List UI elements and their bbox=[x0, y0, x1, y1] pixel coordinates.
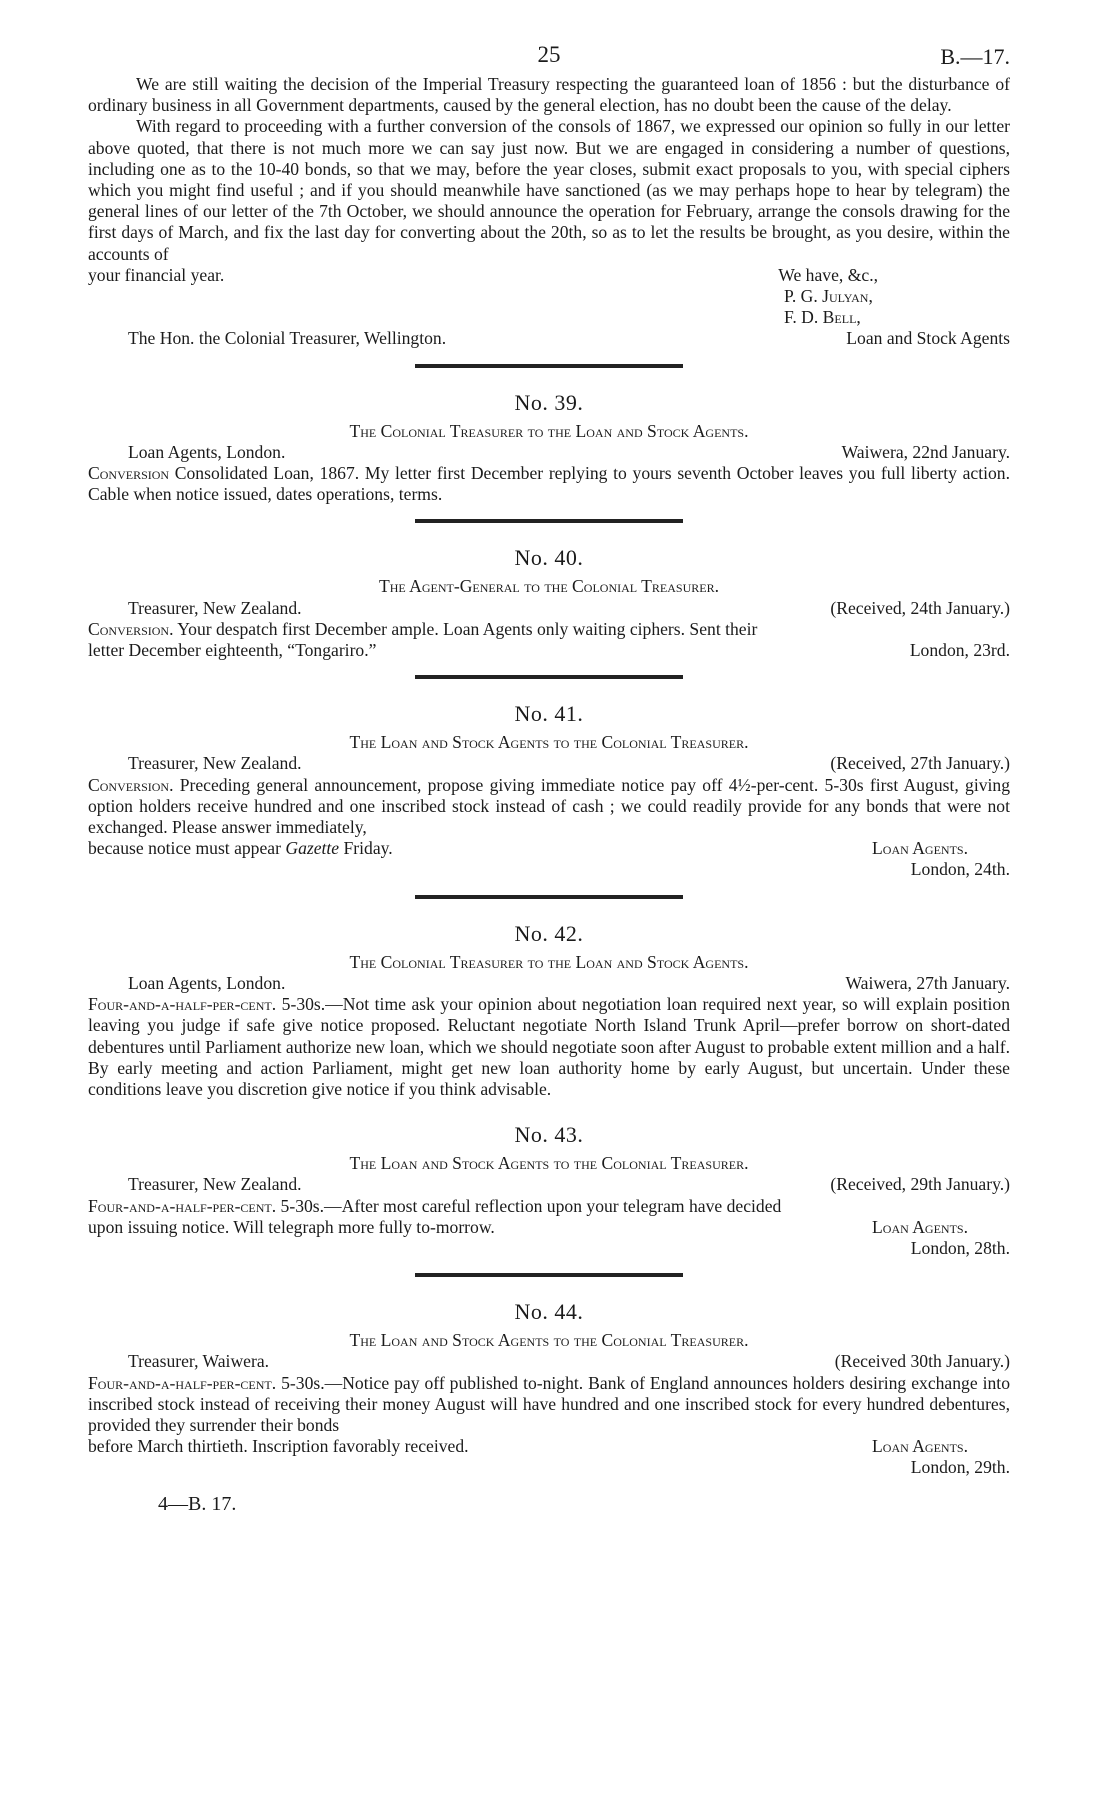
message-place: London, 24th. bbox=[910, 859, 1010, 880]
addressee: The Hon. the Colonial Treasurer, Wellington. bbox=[128, 328, 447, 349]
signer-role: Loan and Stock Agents bbox=[846, 328, 1010, 349]
addressee-line bbox=[88, 328, 1010, 349]
message-lead: Four-and-a-half-per-cent. bbox=[88, 994, 277, 1015]
text-before-gazette: because notice must appear bbox=[88, 838, 286, 859]
closing-line-left: your financial year. bbox=[88, 264, 225, 285]
address-left: Treasurer, New Zealand. bbox=[128, 597, 302, 618]
message-subtitle: The Colonial Treasurer to the Loan and Stock Agents. bbox=[349, 951, 749, 972]
message-title: No. 42. bbox=[514, 920, 584, 946]
message-lead: Conversion. bbox=[88, 774, 174, 795]
message-lead: Conversion. bbox=[88, 618, 174, 639]
address-left: Loan Agents, London. bbox=[128, 972, 286, 993]
message-title: No. 39. bbox=[514, 389, 584, 415]
address-right: Waiwera, 27th January. bbox=[845, 972, 1010, 993]
opening-paragraph-2: With regard to proceeding with a further conversion of the consols of 1867, we expressed our opinion so fully in our letter above quoted, that there is not much more we can say just now. But we are engaged in considering a number of questions, including one as to the 10-40 bonds, so that we may, before the year closes, submit exact proposals to you, with special ciphers which you might find useful ; and if you should meanwhile have sanctioned (as we may perhaps hope to hear by telegram) the general lines of our letter of the 7th October, we should announce the operation for February, arrange the consols drawing for the first days of March, and fix the last day for converting about the 20th, so as to let the results be brought, as you desire, within the accounts of bbox=[88, 116, 1010, 264]
message-text: Preceding general announcement, propose giving immediate notice pay off 4½-per-cent. 5-30s first August, giving option holders receive hundred and one inscribed stock instead of cash ; we could readily provide for any bonds that were not exchanged. Please answer immediately, bbox=[88, 774, 1010, 838]
message-text: 5-30s.—After most careful reflection upon your telegram have decided bbox=[276, 1195, 782, 1216]
message-text: 5-30s.—Notice pay off published to-night. Bank of England announces holders desiring exchange into inscribed stock instead of receiving their money August will have hundred and one inscribed stock for every hundred debentures, provided they surrender their bonds bbox=[88, 1372, 1010, 1435]
message-lead: Four-and-a-half-per-cent. bbox=[88, 1372, 277, 1393]
message-body bbox=[88, 1373, 1010, 1437]
message-address bbox=[88, 1351, 1010, 1372]
page-header bbox=[88, 38, 1010, 74]
address-right: (Received, 24th January.) bbox=[830, 597, 1010, 618]
message-subtitle: The Colonial Treasurer to the Loan and Stock Agents. bbox=[349, 420, 749, 441]
message-text: 5-30s.—Not time ask your opinion about negotiation loan required next year, so will explain position leaving you judge if safe give notice proposed. Reluctant negotiate North Island Trunk April—prefer borrow on short-dated debentures until Parliament authorize new loan, which we should negotiate soon after August to probable extent million and a half. By early meeting and action Parliament, might get new loan authority home by early August, but uncertain. Under these conditions leave you discretion give notice if you think advisable. bbox=[88, 994, 1010, 1099]
address-right: (Received 30th January.) bbox=[834, 1351, 1010, 1372]
section-divider bbox=[415, 895, 683, 899]
closing-salutation: We have, &c., bbox=[778, 264, 878, 285]
message-place: London, 29th. bbox=[910, 1457, 1010, 1478]
section-divider bbox=[415, 675, 683, 679]
section-divider bbox=[415, 519, 683, 523]
section-divider bbox=[415, 364, 683, 368]
signer-bell: F. D. Bell, bbox=[784, 307, 861, 328]
message-title: No. 43. bbox=[514, 1122, 584, 1148]
message-lead: Four-and-a-half-per-cent. bbox=[88, 1195, 277, 1216]
document-reference: B.—17. bbox=[940, 44, 1010, 69]
message-44 bbox=[88, 1299, 1010, 1478]
message-signature: Loan Agents. bbox=[872, 838, 968, 859]
address-left: Treasurer, New Zealand. bbox=[128, 753, 302, 774]
message-title: No. 44. bbox=[514, 1299, 584, 1325]
message-address bbox=[88, 973, 1010, 994]
message-text-end: before March thirtieth. Inscription favorably received. bbox=[88, 1436, 469, 1457]
message-42 bbox=[88, 921, 1010, 1100]
message-43 bbox=[88, 1122, 1010, 1259]
document-page bbox=[88, 38, 1010, 1516]
message-last-line bbox=[88, 838, 1010, 859]
message-last-line bbox=[88, 1436, 1010, 1457]
page-number: 25 bbox=[537, 42, 561, 67]
address-right: (Received, 27th January.) bbox=[830, 753, 1010, 774]
message-address bbox=[88, 1174, 1010, 1195]
message-body bbox=[88, 1196, 1010, 1217]
closing-line bbox=[88, 265, 1010, 286]
message-text-end: letter December eighteenth, “Tongariro.” bbox=[88, 640, 377, 661]
message-text: Consolidated Loan, 1867. My letter first December replying to yours seventh October leaves you full liberty action. Cable when notice issued, dates operations, terms. bbox=[88, 463, 1010, 505]
message-text-end bbox=[88, 838, 393, 859]
message-subtitle: The Loan and Stock Agents to the Colonial Treasurer. bbox=[349, 732, 749, 753]
section-divider bbox=[415, 1273, 683, 1277]
message-body bbox=[88, 463, 1010, 505]
message-place: London, 23rd. bbox=[909, 640, 1010, 661]
message-signature: Loan Agents. bbox=[872, 1436, 968, 1457]
address-right: Waiwera, 22nd January. bbox=[841, 441, 1010, 462]
opening-paragraph-1: We are still waiting the decision of the Imperial Treasury respecting the guaranteed loan of 1856 : but the disturbance of ordinary business in all Government departments, caused by the general election, has no doubt been the cause of the delay. bbox=[88, 74, 1010, 116]
message-39 bbox=[88, 390, 1010, 506]
message-subtitle: The Loan and Stock Agents to the Colonial Treasurer. bbox=[349, 1153, 749, 1174]
message-text-end: upon issuing notice. Will telegraph more fully to-morrow. bbox=[88, 1216, 495, 1237]
text-after-gazette: Friday. bbox=[339, 838, 393, 859]
message-title: No. 41. bbox=[514, 701, 584, 727]
address-left: Treasurer, Waiwera. bbox=[128, 1351, 270, 1372]
message-41 bbox=[88, 701, 1010, 880]
gazette-title: Gazette bbox=[285, 838, 340, 859]
message-signature: Loan Agents. bbox=[872, 1216, 968, 1237]
message-subtitle: The Agent-General to the Colonial Treasurer. bbox=[378, 576, 720, 597]
message-address bbox=[88, 442, 1010, 463]
message-last-line bbox=[88, 640, 1010, 661]
signature-mark: 4—B. 17. bbox=[158, 1492, 237, 1515]
message-address bbox=[88, 598, 1010, 619]
message-body bbox=[88, 619, 1010, 640]
message-subtitle: The Loan and Stock Agents to the Colonial Treasurer. bbox=[349, 1330, 749, 1351]
address-left: Loan Agents, London. bbox=[128, 441, 286, 462]
message-text: Your despatch first December ample. Loan Agents only waiting ciphers. Sent their bbox=[173, 618, 758, 639]
message-address bbox=[88, 753, 1010, 774]
message-place: London, 28th. bbox=[910, 1237, 1010, 1258]
message-title: No. 40. bbox=[514, 545, 584, 571]
message-body bbox=[88, 994, 1010, 1100]
message-40 bbox=[88, 545, 1010, 661]
address-right: (Received, 29th January.) bbox=[830, 1174, 1010, 1195]
address-left: Treasurer, New Zealand. bbox=[128, 1174, 302, 1195]
message-last-line bbox=[88, 1217, 1010, 1238]
message-lead: Conversion bbox=[88, 463, 170, 484]
signer-julyan: P. G. Julyan, bbox=[784, 286, 873, 307]
message-body bbox=[88, 775, 1010, 839]
